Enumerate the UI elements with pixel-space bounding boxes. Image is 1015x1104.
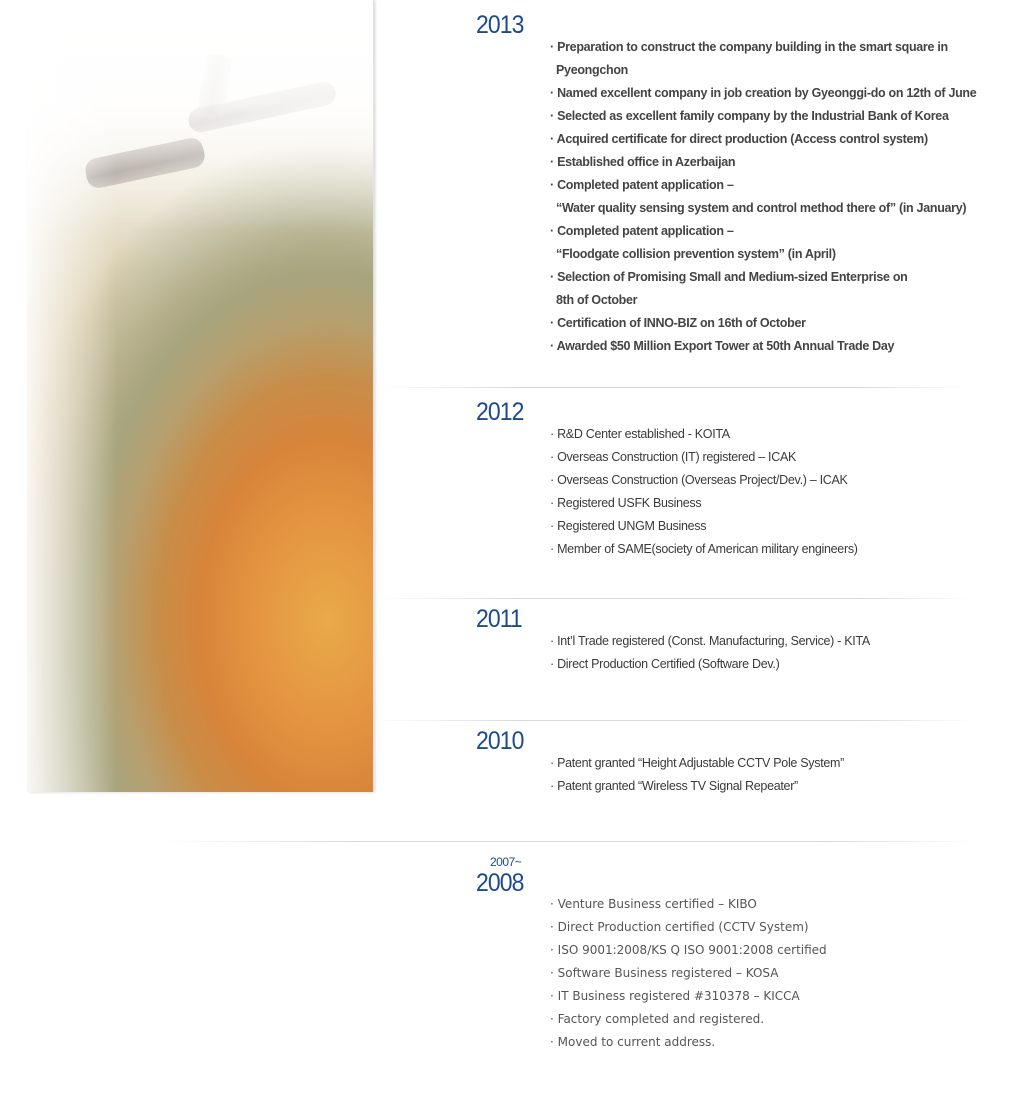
bullet-icon: · [550,542,554,556]
event-item: · Registered UNGM Business [550,519,707,533]
year-heading: 2012 [476,398,524,426]
event-list [550,893,827,1054]
bullet-icon: · [550,657,554,671]
bullet-icon: · [550,155,554,169]
event-item: · Overseas Construction (Overseas Project/Dev.) – ICAK [550,473,848,487]
timeline-section-2012 [476,398,858,556]
event-item: · Preparation to construct the company building in the smart square in Pyeongchon [550,40,948,77]
bullet-icon: · [550,473,554,487]
section-divider [374,387,974,388]
event-item: · Overseas Construction (IT) registered – ICAK [550,450,797,464]
timeline-section-2011 [476,605,870,671]
event-item: · R&D Center established - KOITA [550,427,730,441]
bullet-icon: · [550,109,554,123]
bullet-icon: · [550,450,554,464]
year-heading: 2010 [476,727,524,755]
section-divider [374,598,974,599]
event-item: · Selection of Promising Small and Medium-sized Enterprise on 8th of October [550,270,908,307]
event-list [550,630,870,676]
timeline-section-2013 [476,11,977,353]
bullet-icon: · [550,496,554,510]
bullet-icon: · [550,779,554,793]
bullet-icon: · [550,270,554,284]
event-item: · Established office in Azerbaijan [550,155,736,169]
event-item: · Int’l Trade registered (Const. Manufacturing, Service) - KITA [550,634,870,648]
event-item: · Venture Business certified – KIBO [550,897,757,911]
event-item: · Awarded $50 Million Export Tower at 50th Annual Trade Day [550,339,895,353]
event-item: · Patent granted “Height Adjustable CCTV Pole System” [550,756,844,770]
bullet-icon: · [550,1035,554,1049]
bullet-icon: · [550,178,554,192]
timeline-section-2008 [476,855,827,1049]
timeline-section-2010 [476,727,844,793]
bullet-icon: · [550,756,554,770]
event-item: · Moved to current address. [550,1035,716,1049]
event-item: · Completed patent application – “Floodgate collision prevention system” (in April) [550,224,836,261]
event-item: · Direct Production Certified (Software Dev.) [550,657,780,671]
section-divider [374,720,974,721]
bullet-icon: · [550,920,554,934]
bullet-icon: · [550,427,554,441]
year-heading: 2008 [476,869,524,897]
bullet-icon: · [550,132,554,146]
event-item: · IT Business registered #310378 – KICCA [550,989,800,1003]
bullet-icon: · [550,897,554,911]
year-heading: 2013 [476,11,524,39]
image-fade [27,0,117,792]
event-list [550,752,844,798]
event-item: · Software Business registered – KOSA [550,966,779,980]
bullet-icon: · [550,989,554,1003]
image-border [373,0,374,792]
event-item: · Named excellent company in job creation by Gyeonggi-do on 12th of June [550,86,977,100]
event-item: · Registered USFK Business [550,496,702,510]
section-divider [160,841,980,842]
globe-map-image [27,0,373,792]
event-item: · Member of SAME(society of American military engineers) [550,542,858,556]
bullet-icon: · [550,966,554,980]
event-item: · Factory completed and registered. [550,1012,765,1026]
event-list [550,36,976,358]
bullet-icon: · [550,316,554,330]
event-list [550,423,858,561]
bullet-icon: · [550,86,554,100]
bullet-icon: · [550,1012,554,1026]
event-item: · Completed patent application – “Water quality sensing system and control method there of” (in January) [550,178,967,215]
event-item: · Certification of INNO-BIZ on 16th of October [550,316,806,330]
bullet-icon: · [550,943,554,957]
event-item: · Acquired certificate for direct production (Access control system) [550,132,928,146]
bullet-icon: · [550,634,554,648]
bullet-icon: · [550,40,554,54]
event-item: · ISO 9001:2008/KS Q ISO 9001:2008 certified [550,943,827,957]
event-item: · Direct Production certified (CCTV System) [550,920,809,934]
year-prefix: 2007~ [490,855,522,869]
year-heading: 2011 [476,605,522,633]
bullet-icon: · [550,519,554,533]
event-item: · Selected as excellent family company by the Industrial Bank of Korea [550,109,949,123]
bullet-icon: · [550,224,554,238]
bullet-icon: · [550,339,554,353]
event-item: · Patent granted “Wireless TV Signal Repeater” [550,779,798,793]
